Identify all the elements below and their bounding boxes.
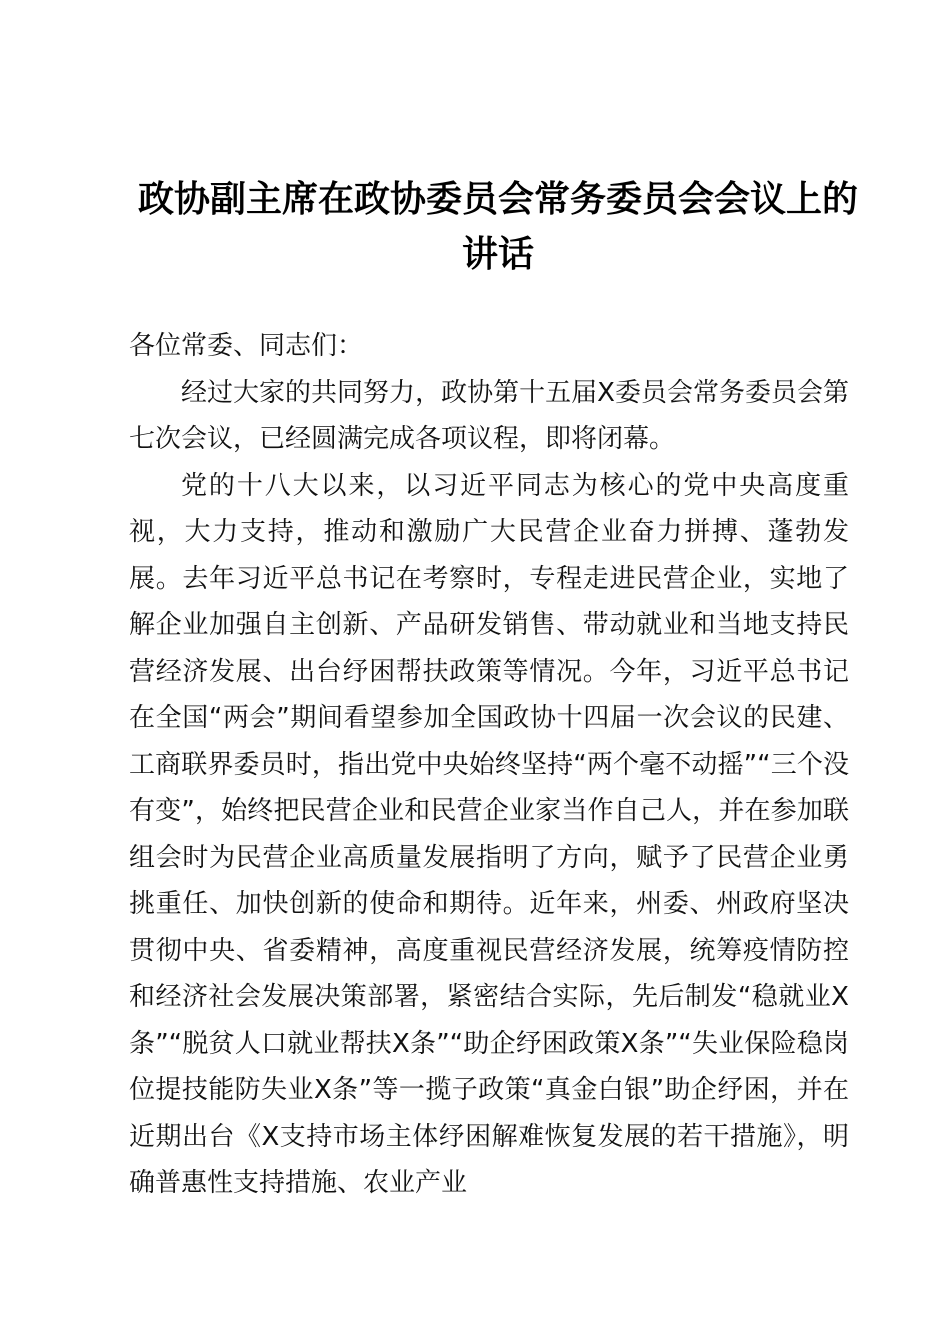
- paragraph-1: 经过大家的共同努力，政协第十五届X委员会常务委员会第七次会议，已经圆满完成各项议程，即将闭幕。: [129, 377, 849, 454]
- document-title: 政协副主席在政协委员会常务委员会会议上的讲话: [137, 179, 858, 275]
- salutation: 各位常委、同志们：: [129, 331, 364, 361]
- document-body: [129, 323, 849, 1207]
- paragraph-2: 党的十八大以来，以习近平同志为核心的党中央高度重视，大力支持，推动和激励广大民营企业奋力拼搏、蓬勃发展。去年习近平总书记在考察时，专程走进民营企业，实地了解企业加强自主创新、产品研发销售、带动就业和当地支持民营经济发展、出台纾困帮扶政策等情况。今年，习近平总书记在全国“两会”期间看望参加全国政协十四届一次会议的民建、工商联界委员时，指出党中央始终坚持“两个毫不动摇”“三个没有变”，始终把民营企业和民营企业家当作自己人，并在参加联组会时为民营企业高质量发展指明了方向，赋予了民营企业勇挑重任、加快创新的使命和期待。近年来，州委、州政府坚决贯彻中央、省委精神，高度重视民营经济发展，统筹疫情防控和经济社会发展决策部署，紧密结合实际，先后制发“稳就业X条”“脱贫人口就业帮扶X条”“助企纾困政策X条”“失业保险稳岗位提技能防失业X条”等一揽子政策“真金白银”助企纾困，并在近期出台《X支持市场主体纾困解难恢复发展的若干措施》，明确普惠性支持措施、农业产业: [129, 470, 849, 1198]
